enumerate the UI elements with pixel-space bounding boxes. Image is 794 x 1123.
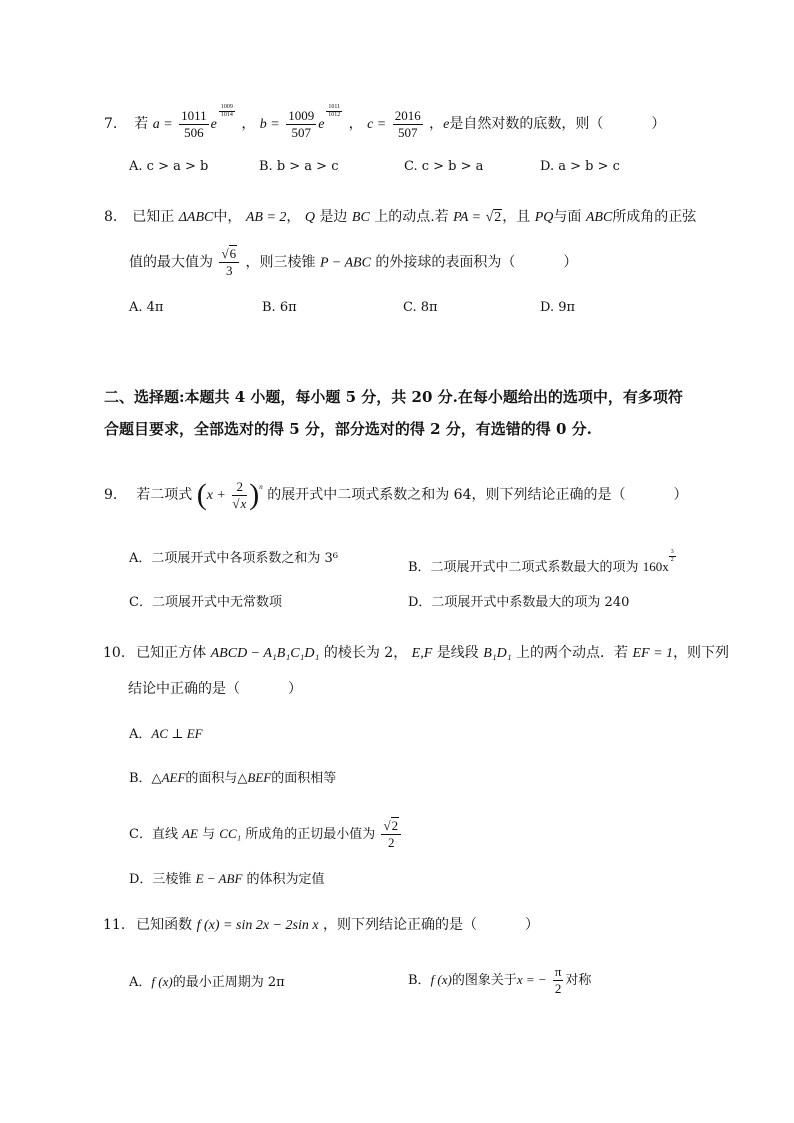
q7-option-b: B. b > a > c <box>259 159 339 174</box>
question-11: 11. 已知函数 f (x) = sin 2x − 2sin x ，则下列结论正确的是（ ） <box>103 917 540 933</box>
fraction: $\frac{2}{√x}$ <box>232 478 247 511</box>
question-number: 8. <box>104 209 118 225</box>
question-8-line-1: 8. 已知正 ΔABC中， AB = 2， Q 是边 BC 上的动点.若 PA = √2，且 PQ与面 ABC所成角的正弦 <box>104 209 697 225</box>
fraction: $\frac{√2}{2}$ <box>381 818 401 851</box>
q10-option-a: A．AC ⊥ EF <box>129 726 203 742</box>
exponent-fraction: $\frac{1011}{1012}$ <box>328 104 341 118</box>
q7-option-c: C. c > b > a <box>404 159 484 174</box>
q9-option-b: B．二项展开式中二项式系数最大的项为 160x $\frac{3}{2}$ <box>408 549 674 575</box>
fraction: $\frac{\pi}{2}$ <box>554 964 562 996</box>
q10-option-b: B．△AEF的面积与△BEF的面积相等 <box>129 770 337 786</box>
question-7: 7. 若 a = $\frac{1011}{506}$ e $\frac{1009}{1014}$ ， b = $\frac{1009}{507}$ e $\frac{1011}{1012}$ ， c = $\frac{2016}{507}$ ，e是自然对数的底数，则（ ） <box>104 104 666 140</box>
question-number: 7. <box>104 116 118 132</box>
q10-option-d: D．三棱锥 E − ABF 的体积为定值 <box>129 871 325 887</box>
exponent-fraction: $\frac{1009}{1014}$ <box>220 104 233 118</box>
fraction: $\frac{1011}{506}$ <box>181 107 207 140</box>
question-9: 9. 若二项式 (x + $\frac{2}{√x}$ )$^n$ 的展开式中二项式系数之和为 64，则下列结论正确的是（ ） <box>104 478 688 511</box>
q9-option-a: A．二项展开式中各项系数之和为 3⁶ <box>129 551 339 566</box>
question-number: 9. <box>104 487 118 503</box>
q8-option-d: D. 9π <box>540 300 576 315</box>
q10-option-c: C．直线 AE 与 CC₁ 所成角的正切最小值为 $\frac{√2}{2}$ <box>129 818 403 851</box>
q11-option-b: B．f (x)的图象关于x = − $\frac{\pi}{2}$ 对称 <box>408 964 592 996</box>
fraction: $\frac{√6}{3}$ <box>219 246 239 279</box>
section-heading-line-1: 二、选择题:本题共 4 小题，每小题 5 分，共 20 分.在每小题给出的选项中，有多项符 <box>104 388 683 406</box>
question-number: 10. <box>103 645 126 661</box>
q11-option-a: A．f (x)的最小正周期为 2π <box>129 974 285 990</box>
q7-option-a: A. c > a > b <box>129 159 209 174</box>
fraction: $\frac{2016}{507}$ <box>394 107 421 140</box>
fraction: $\frac{1009}{507}$ <box>288 107 315 140</box>
q7-option-d: D. a > b > c <box>540 159 620 174</box>
q8-option-a: A. 4π <box>129 300 164 315</box>
q9-option-d: D．二项展开式中系数最大的项为 240 <box>408 595 630 610</box>
q8-option-c: C. 8π <box>403 300 438 315</box>
question-10-line-2: 结论中正确的是（ ） <box>128 681 302 697</box>
q8-option-b: B. 6π <box>262 300 297 315</box>
question-10-line-1: 10. 已知正方体 ABCD − A₁B₁C₁D₁ 的棱长为 2， E,F 是线段 B₁D₁ 上的两个动点．若 EF = 1，则下列 <box>103 645 730 661</box>
question-8-line-2: 值的最大值为 $\frac{√6}{3}$ ，则三棱锥 P − ABC 的外接球的表面积为（ ） <box>129 246 578 278</box>
question-number: 11. <box>103 917 126 933</box>
exponent-fraction: $\frac{3}{2}$ <box>670 549 674 563</box>
q9-option-c: C．二项展开式中无常数项 <box>129 595 282 610</box>
section-heading-line-2: 合题目要求，全部选对的得 5 分，部分选对的得 2 分，有选错的得 0 分. <box>104 420 592 438</box>
